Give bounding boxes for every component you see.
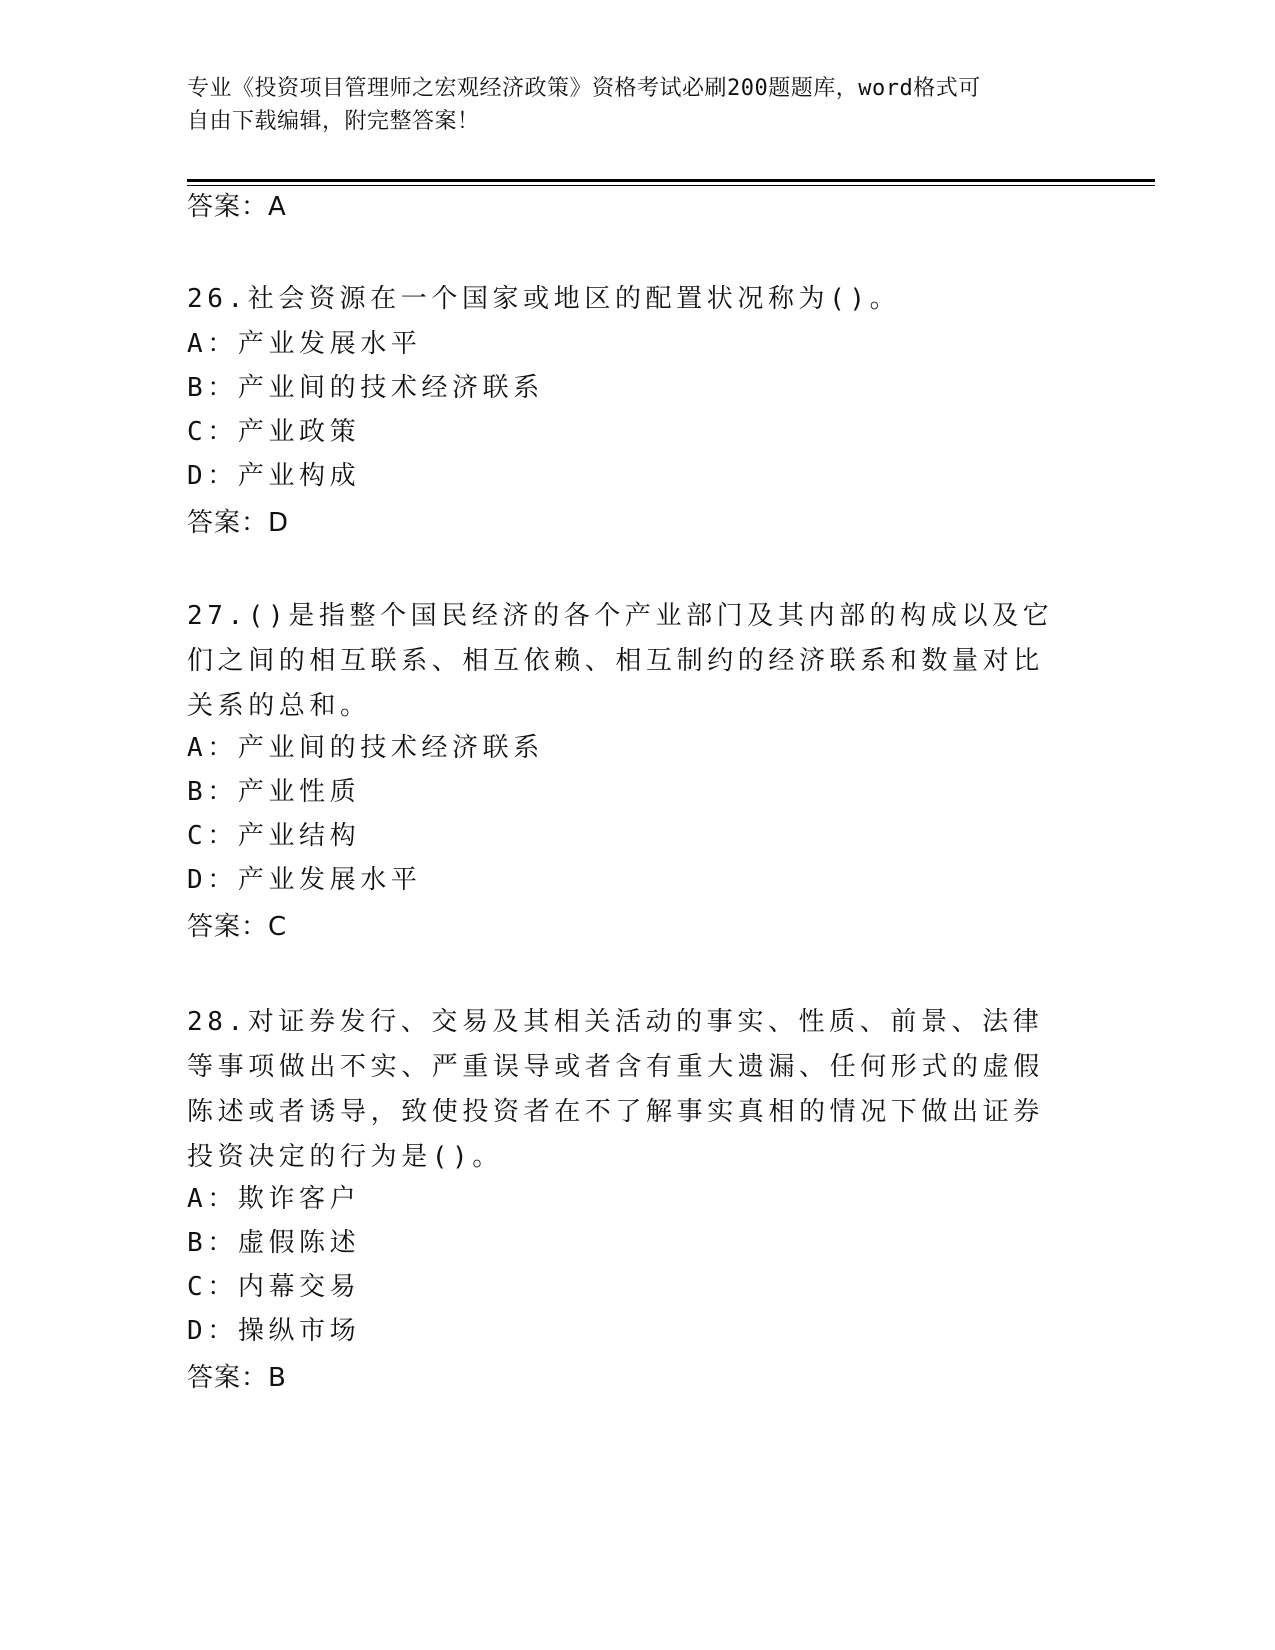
document-header	[187, 72, 1067, 138]
question-28-option-a: A：欺诈客户	[187, 1184, 361, 1214]
header-line-2: 自由下载编辑，附完整答案！	[187, 109, 480, 134]
question-27-stem: 27.()是指整个国民经济的各个产业部门及其内部的构成以及它们之间的相互联系、相互依赖、相互制约的经济联系和数量对比关系的总和。	[187, 601, 1054, 721]
question-28-option-d: D：操纵市场	[187, 1316, 361, 1346]
header-rule-thin	[187, 185, 1155, 186]
question-27-option-b: B：产业性质	[187, 777, 361, 807]
question-28-option-b: B：虚假陈述	[187, 1228, 361, 1258]
question-26-option-a: A：产业发展水平	[187, 329, 422, 359]
question-26-option-b: B：产业间的技术经济联系	[187, 373, 544, 403]
question-26-answer: 答案：D	[187, 508, 290, 538]
question-27-option-d: D：产业发展水平	[187, 865, 422, 895]
question-28-answer: 答案：B	[187, 1363, 287, 1393]
question-26-option-c: C：产业政策	[187, 417, 361, 447]
question-26-stem: 26.社会资源在一个国家或地区的配置状况称为()。	[187, 284, 901, 314]
question-26-option-d: D：产业构成	[187, 461, 361, 491]
question-27-option-c: C：产业结构	[187, 821, 361, 851]
header-rule-thick	[187, 179, 1155, 182]
question-27-option-a: A：产业间的技术经济联系	[187, 733, 544, 763]
question-27-answer: 答案：C	[187, 912, 288, 942]
answer-previous: 答案：A	[187, 192, 287, 222]
question-28-option-c: C：内幕交易	[187, 1272, 361, 1302]
question-28-stem: 28.对证券发行、交易及其相关活动的事实、性质、前景、法律等事项做出不实、严重误导或者含有重大遗漏、任何形式的虚假陈述或者诱导，致使投资者在不了解事实真相的情况下做出证券投资决定的行为是()。	[187, 1007, 1044, 1172]
header-line-1: 专业《投资项目管理师之宏观经济政策》资格考试必刷200题题库，word格式可	[187, 76, 981, 101]
